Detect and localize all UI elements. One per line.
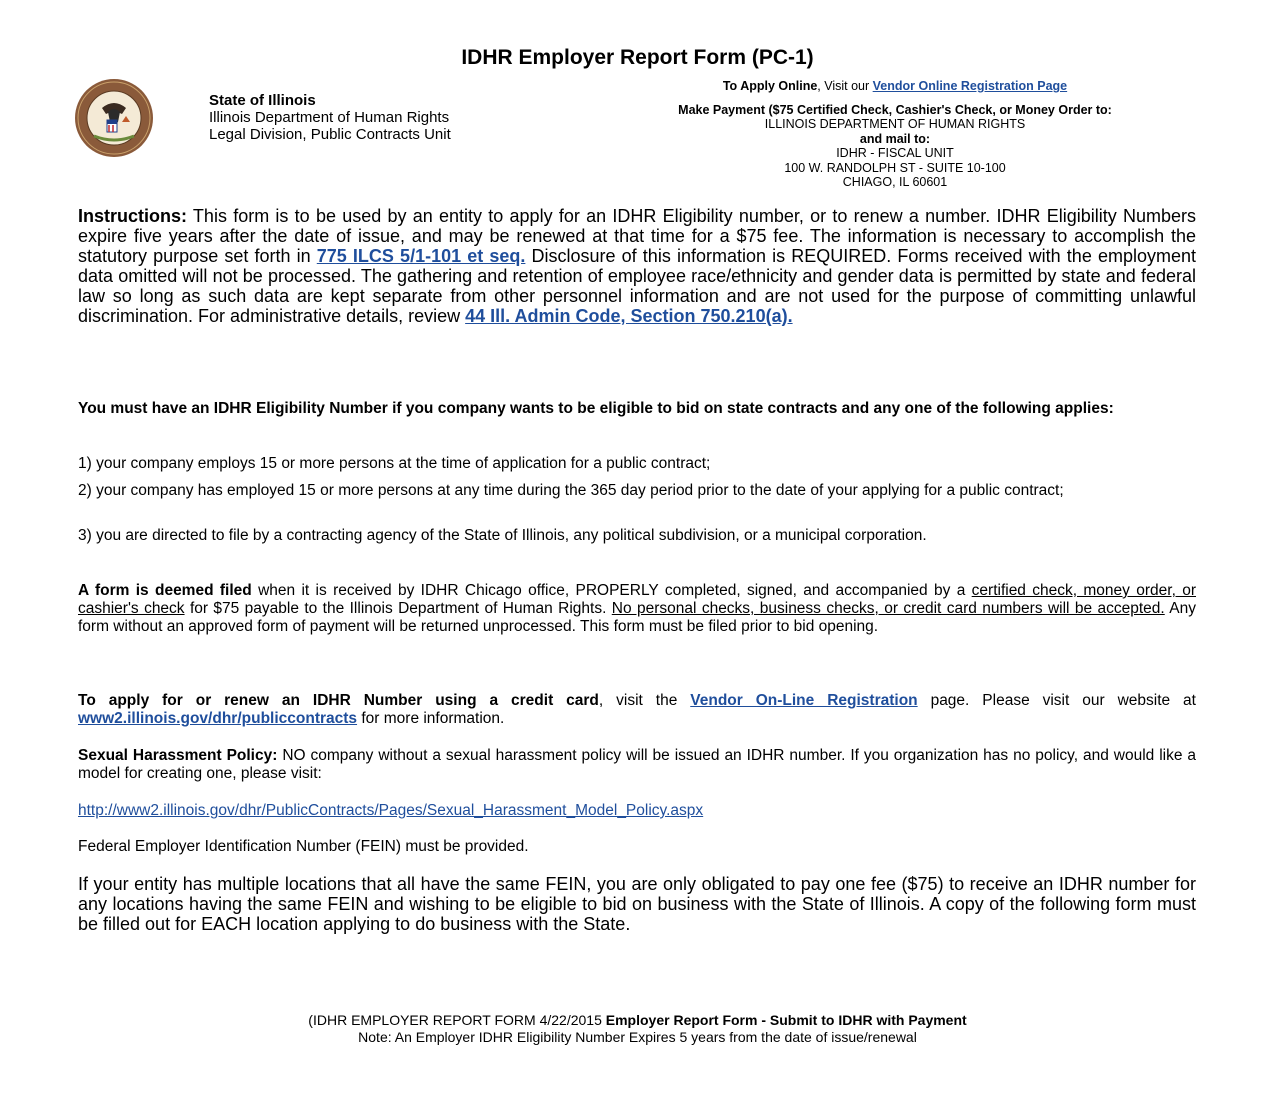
public-contracts-link[interactable]: www2.illinois.gov/dhr/publiccontracts: [78, 710, 358, 727]
footer-form-id: (IDHR EMPLOYER REPORT FORM 4/22/2015: [308, 1012, 606, 1028]
address-line-1: IDHR - FISCAL UNIT: [836, 146, 954, 160]
apply-payment-block: [590, 79, 1200, 190]
harassment-text: NO company without a sexual harassment policy will be issued an IDHR number. If you organization has no policy, and would like a model for creating one, please visit:: [78, 747, 1196, 782]
harassment-policy-link[interactable]: http://www2.illinois.gov/dhr/PublicContracts/Pages/Sexual_Harassment_Model_Policy.aspx: [78, 802, 704, 819]
instructions-text-2: Disclosure of this information is REQUIRED. Forms received with the employment data omitted will not be processed. The gathering and retention of employee race/ethnicity and gender data is permitted by state and federal law so long as such data are kept separate from other personnel information and are not used for the purpose of committing unlawful discrimination. For administrative details, review: [78, 246, 1197, 326]
address-line-2: 100 W. RANDOLPH ST - SUITE 10-100: [784, 160, 1006, 175]
filed-text-2: for $75 payable to the Illinois Department of Human Rights.: [184, 600, 612, 617]
ilcs-link[interactable]: 775 ILCS 5/1-101 et seq.: [316, 246, 526, 266]
fein-note: Federal Employer Identification Number (FEIN) must be provided.: [78, 838, 529, 855]
vendor-online-link[interactable]: Vendor On-Line Registration: [690, 692, 918, 709]
filed-not-accepted: No personal checks, business checks, or credit card numbers will be accepted.: [611, 600, 1165, 617]
apply-online-text: , Visit our: [817, 79, 873, 93]
payee-name: ILLINOIS DEPARTMENT OF HUMAN RIGHTS: [764, 117, 1026, 131]
instructions-label: Instructions:: [78, 206, 188, 226]
admin-code-link[interactable]: 44 Ill. Admin Code, Section 750.210(a).: [465, 306, 793, 326]
agency-division: Legal Division, Public Contracts Unit: [209, 126, 451, 143]
agency-block: [209, 92, 451, 143]
requirement-item-2: 2) your company has employed 15 or more persons at any time during the 365 day period prior to the date of your applying for a public contract;: [78, 482, 1064, 499]
harassment-paragraph: [78, 747, 1196, 783]
filed-text-3: Any form without an approved form of payment will be returned unprocessed. This form must be filed prior to bid opening.: [78, 600, 1196, 635]
address-line-3: CHIAGO, IL 60601: [842, 175, 948, 189]
page-title: IDHR Employer Report Form (PC-1): [461, 46, 814, 69]
multiple-locations-paragraph: If your entity has multiple locations that all have the same FEIN, you are only obligated to pay one fee ($75) to receive an IDHR number for any locations having the same FEIN and wishing to be eligible to bid on business with the State of Illinois. A copy of the following form must be filled out for EACH location applying to do business with the State.: [78, 874, 1196, 934]
requirement-item-1: 1) your company employs 15 or more persons at the time of application for a public contract;: [78, 455, 711, 472]
instructions-paragraph: [78, 206, 1196, 326]
harassment-policy-link-row: [78, 802, 1196, 820]
mail-to-label: and mail to:: [859, 131, 931, 146]
requirement-heading: You must have an IDHR Eligibility Number if you company wants to be eligible to bid on state contracts and any one of the following applies:: [78, 400, 1114, 417]
credit-paragraph: [78, 692, 1196, 728]
filed-payment-types: certified check, money order, or cashier's check: [78, 582, 1196, 617]
filed-text-1: when it is received by IDHR Chicago office, PROPERLY completed, signed, and accompanied by a: [251, 582, 972, 599]
agency-dept: Illinois Department of Human Rights: [209, 109, 450, 126]
footer-form-title: Employer Report Form - Submit to IDHR with Payment: [605, 1012, 967, 1028]
footer: [0, 1012, 1275, 1046]
credit-text-3: for more information.: [357, 710, 505, 727]
apply-online-label: To Apply Online: [722, 79, 818, 93]
credit-label: To apply for or renew an IDHR Number using a credit card: [78, 692, 599, 709]
footer-note: Note: An Employer IDHR Eligibility Number Expires 5 years from the date of issue/renewal: [358, 1029, 917, 1045]
payment-instructions: Make Payment ($75 Certified Check, Cashier's Check, or Money Order to:: [678, 102, 1112, 117]
filed-label: A form is deemed filed: [78, 582, 252, 599]
credit-text-1: , visit the: [598, 692, 691, 709]
harassment-label: Sexual Harassment Policy:: [78, 747, 278, 764]
vendor-registration-link[interactable]: Vendor Online Registration Page: [872, 79, 1068, 93]
credit-text-2: page. Please visit our website at: [917, 692, 1196, 709]
filed-paragraph: [78, 582, 1196, 636]
state-seal-icon: [74, 78, 154, 158]
instructions-text: This form is to be used by an entity to apply for an IDHR Eligibility number, or to renew a number. IDHR Eligibility Numbers expire five years after the date of issue, and may be renewed at that time for a $75 fee. The information is necessary to accomplish the statutory purpose set forth in: [78, 206, 1196, 266]
requirement-item-3: 3) you are directed to file by a contracting agency of the State of Illinois, any political subdivision, or a municipal corporation.: [78, 527, 927, 544]
agency-state: State of Illinois: [209, 92, 316, 109]
